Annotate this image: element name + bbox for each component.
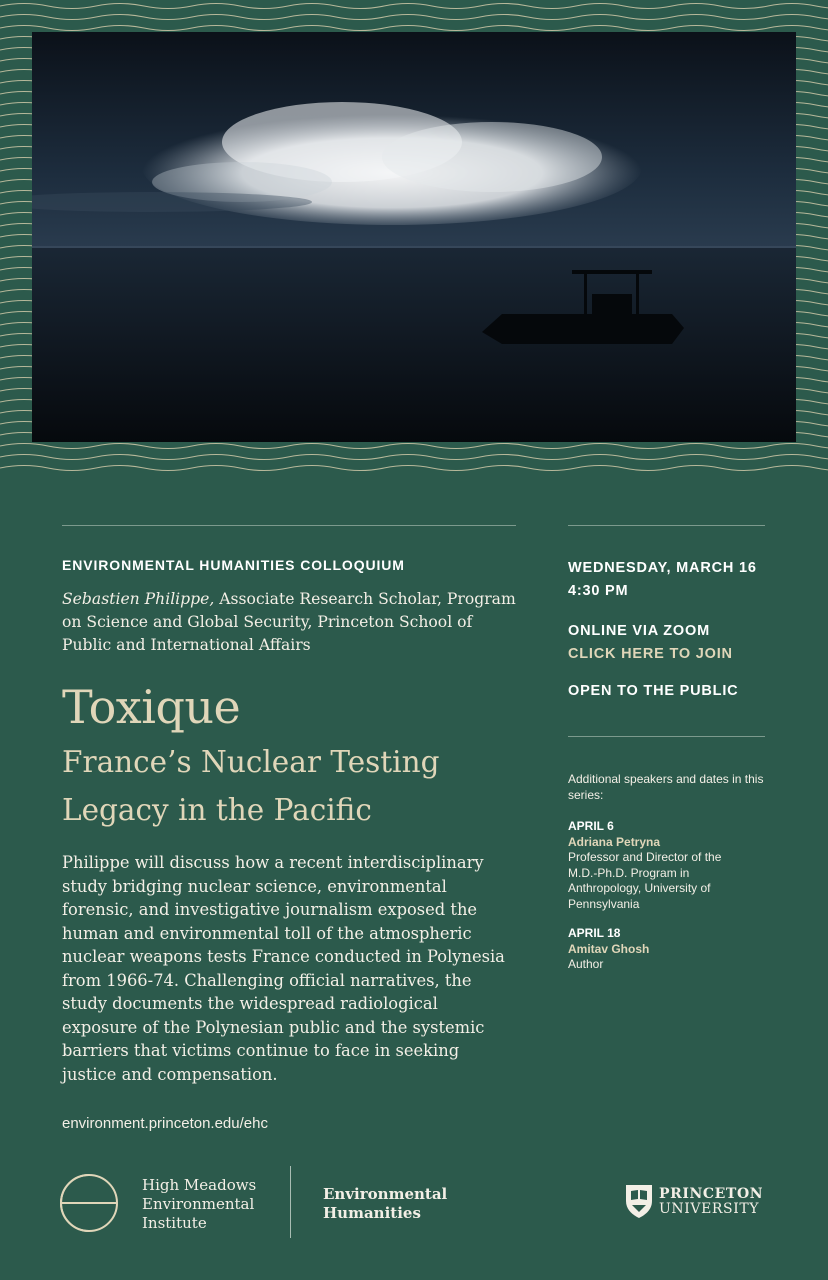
hmei-line: Environmental [142, 1195, 255, 1213]
series-event-role: Author [568, 957, 604, 971]
talk-description: Philippe will discuss how a recent interdisciplinary study bridging nuclear science, environmental forensic, and investigative journalism exposed the human and environmental toll of the atmospheric nuclear weapons tests France conducted in Polynesia from 1966-74. Challenging official narratives, the study documents the widespread radiological exposure of the Polynesian public and the systemic barriers that victims continue to face in seeking justice and compensation. [62, 853, 505, 1084]
footer-divider [290, 1166, 291, 1238]
wave-line [0, 26, 828, 31]
hmei-logo-icon [60, 1172, 120, 1234]
hero-photo [32, 32, 796, 442]
princeton-line: UNIVERSITY [659, 1201, 760, 1217]
series-event-date: APRIL 18 [568, 926, 621, 940]
online-label: ONLINE VIA ZOOM [568, 623, 710, 639]
series-event-date: APRIL 6 [568, 819, 614, 833]
event-time: 4:30 PM [568, 583, 629, 599]
princeton-line: PRINCETON [659, 1186, 764, 1202]
series-intro: Additional speakers and dates in this series: [568, 772, 764, 802]
event-datetime [568, 557, 783, 603]
join-zoom-link[interactable]: CLICK HERE TO JOIN [568, 646, 733, 662]
eh-line: Environmental [323, 1185, 448, 1203]
left-top-rule [62, 525, 516, 526]
series-event-role: Professor and Director of the M.D.-Ph.D. Program in Anthropology, University of Pennsylvania [568, 850, 722, 911]
talk-title: Toxique [62, 680, 241, 734]
princeton-shield-icon [624, 1183, 654, 1219]
wave-line [0, 466, 828, 471]
eh-line: Humanities [323, 1204, 421, 1222]
princeton-university-name [659, 1187, 763, 1217]
public-note: OPEN TO THE PUBLIC [568, 683, 739, 699]
speaker-name: Sebastien Philippe, [62, 590, 215, 608]
series-event [568, 819, 783, 912]
hmei-name [142, 1176, 256, 1233]
speaker-info [62, 588, 522, 657]
series-event [568, 926, 783, 973]
hmei-line: Institute [142, 1214, 207, 1232]
wave-line [0, 15, 828, 20]
speaker-affiliation: Associate Research Scholar, Program on Science and Global Security, Princeton School of Public and International Affairs [62, 590, 516, 654]
hmei-line: High Meadows [142, 1176, 257, 1194]
series-heading: ENVIRONMENTAL HUMANITIES COLLOQUIUM [62, 557, 405, 573]
series-event-speaker: Amitav Ghosh [568, 941, 650, 956]
talk-subtitle: France’s Nuclear Testing Legacy in the Pacific [62, 745, 440, 827]
right-mid-rule [568, 736, 765, 737]
wave-line [0, 444, 828, 449]
series-event-speaker: Adriana Petryna [568, 834, 661, 849]
wave-line [0, 4, 828, 9]
website-link[interactable]: environment.princeton.edu/ehc [62, 1115, 268, 1132]
wave-line [0, 455, 828, 460]
environmental-humanities-name [323, 1185, 447, 1223]
right-top-rule [568, 525, 765, 526]
online-info [568, 620, 783, 666]
event-date: WEDNESDAY, MARCH 16 [568, 560, 757, 576]
